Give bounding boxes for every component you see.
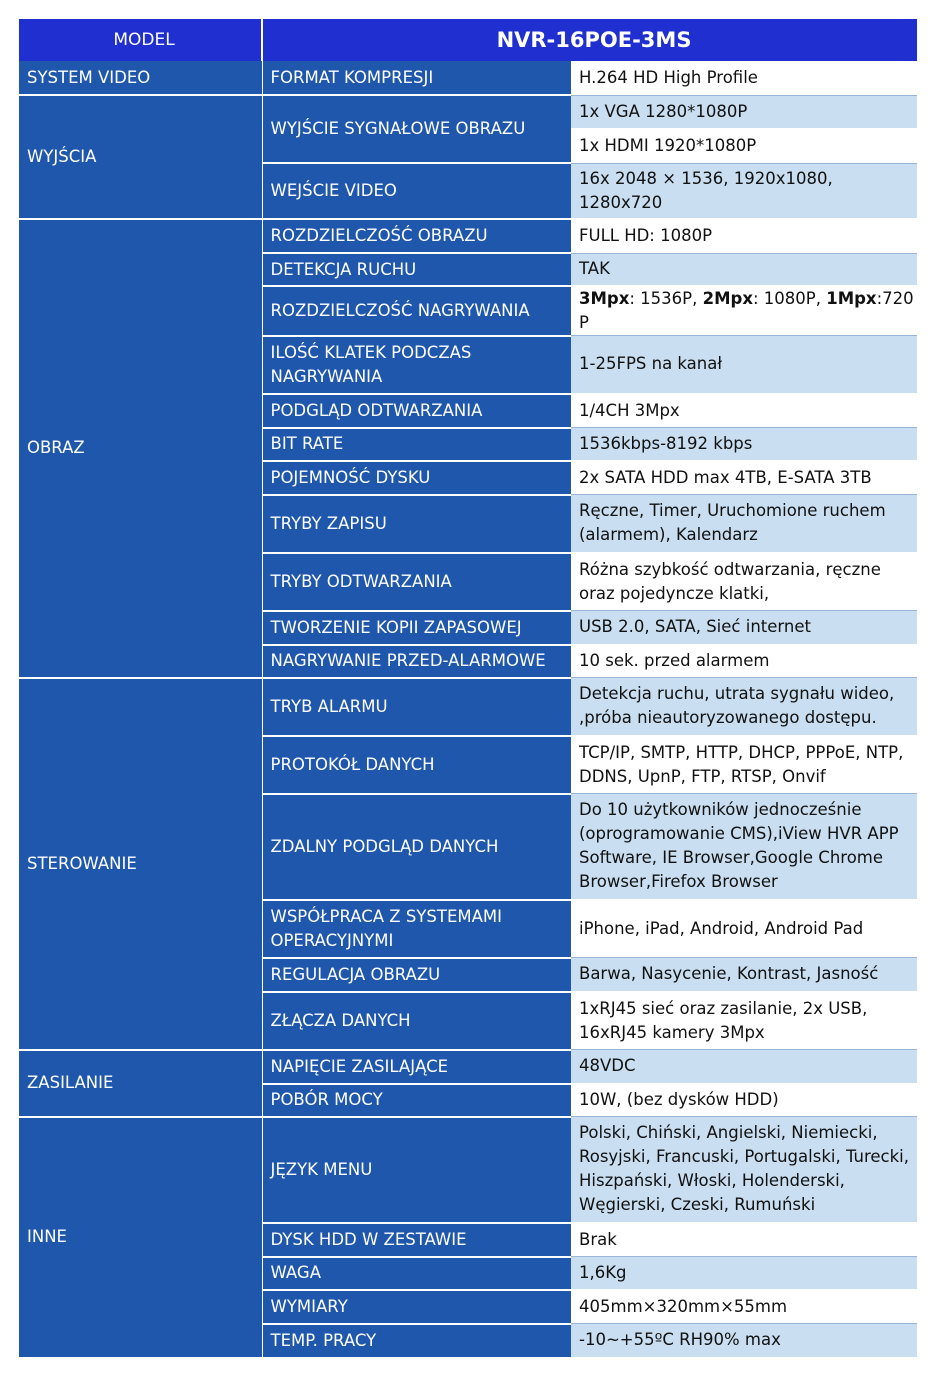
value-text-segment: :720 P: [579, 289, 914, 332]
table-row: [19, 61, 917, 95]
feature-cell: TRYB ALARMU: [262, 678, 571, 736]
table-row: [19, 219, 917, 253]
value-text-segment: : 1536P,: [629, 289, 703, 308]
value-cell: 10W, (bez dysków HDD): [571, 1084, 917, 1117]
value-cell: H.264 HD High Profile: [571, 61, 917, 95]
category-cell: SYSTEM VIDEO: [19, 61, 262, 95]
feature-cell: PROTOKÓŁ DANYCH: [262, 736, 571, 794]
value-cell: 1x HDMI 1920*1080P: [571, 129, 917, 163]
value-cell: 1,6Kg: [571, 1257, 917, 1290]
value-cell: 1x VGA 1280*1080P: [571, 95, 917, 129]
value-cell: USB 2.0, SATA, Sieć internet: [571, 611, 917, 645]
value-cell: 405mm×320mm×55mm: [571, 1290, 917, 1324]
feature-cell: POBÓR MOCY: [262, 1084, 571, 1117]
feature-cell: FORMAT KOMPRESJI: [262, 61, 571, 95]
category-cell: STEROWANIE: [19, 678, 262, 1050]
value-cell: 1536kbps-8192 kbps: [571, 428, 917, 461]
value-cell: Detekcja ruchu, utrata sygnału wideo, ,próba nieautoryzowanego dostępu.: [571, 678, 917, 736]
category-cell: ZASILANIE: [19, 1050, 262, 1117]
feature-cell: POJEMNOŚĆ DYSKU: [262, 461, 571, 495]
feature-cell: ROZDZIELCZOŚĆ NAGRYWANIA: [262, 286, 571, 336]
model-value: NVR-16POE-3MS: [262, 19, 917, 61]
value-cell: 1/4CH 3Mpx: [571, 394, 917, 428]
feature-cell: ROZDZIELCZOŚĆ OBRAZU: [262, 219, 571, 253]
category-cell: OBRAZ: [19, 219, 262, 678]
category-cell: INNE: [19, 1117, 262, 1358]
feature-cell: NAGRYWANIE PRZED-ALARMOWE: [262, 645, 571, 678]
feature-cell: NAPIĘCIE ZASILAJĄCE: [262, 1050, 571, 1084]
value-cell: TAK: [571, 253, 917, 286]
value-cell: Ręczne, Timer, Uruchomione ruchem (alarmem), Kalendarz: [571, 495, 917, 553]
model-label: MODEL: [19, 19, 262, 61]
feature-cell: BIT RATE: [262, 428, 571, 461]
value-bold-segment: 2Mpx: [702, 289, 753, 308]
table-row: [19, 678, 917, 736]
value-cell: iPhone, iPad, Android, Android Pad: [571, 900, 917, 958]
value-cell: 10 sek. przed alarmem: [571, 645, 917, 678]
value-cell: [571, 286, 917, 336]
value-cell: 16x 2048 × 1536, 1920x1080, 1280x720: [571, 163, 917, 219]
value-bold-segment: 1Mpx: [826, 289, 877, 308]
value-text-segment: : 1080P,: [752, 289, 827, 308]
value-bold-segment: 3Mpx: [579, 289, 630, 308]
table-header-row: [19, 19, 917, 61]
value-cell: TCP/IP, SMTP, HTTP, DHCP, PPPoE, NTP, DDNS, UpnP, FTP, RTSP, Onvif: [571, 736, 917, 794]
value-cell: -10~+55ºC RH90% max: [571, 1324, 917, 1358]
feature-cell: TRYBY ODTWARZANIA: [262, 553, 571, 611]
feature-cell: WAGA: [262, 1257, 571, 1290]
feature-cell: WYMIARY: [262, 1290, 571, 1324]
value-cell: 1xRJ45 sieć oraz zasilanie, 2x USB, 16xRJ45 kamery 3Mpx: [571, 992, 917, 1050]
feature-cell: WYJŚCIE SYGNAŁOWE OBRAZU: [262, 95, 571, 163]
feature-cell: TRYBY ZAPISU: [262, 495, 571, 553]
feature-cell: JĘZYK MENU: [262, 1117, 571, 1223]
feature-cell: WEJŚCIE VIDEO: [262, 163, 571, 219]
value-cell: Polski, Chiński, Angielski, Niemiecki, Rosyjski, Francuski, Portugalski, Turecki, Hiszpański, Włoski, Holenderski, Węgierski, Czeski, Rumuński: [571, 1117, 917, 1223]
spec-table-body: [19, 19, 917, 1358]
value-cell: FULL HD: 1080P: [571, 219, 917, 253]
value-cell: Barwa, Nasycenie, Kontrast, Jasność: [571, 958, 917, 992]
feature-cell: TWORZENIE KOPII ZAPASOWEJ: [262, 611, 571, 645]
value-cell: Do 10 użytkowników jednocześnie (oprogramowanie CMS),iView HVR APP Software, IE Browser,Google Chrome Browser,Firefox Browser: [571, 794, 917, 900]
feature-cell: TEMP. PRACY: [262, 1324, 571, 1358]
value-cell: Brak: [571, 1223, 917, 1257]
feature-cell: ZŁĄCZA DANYCH: [262, 992, 571, 1050]
feature-cell: ZDALNY PODGLĄD DANYCH: [262, 794, 571, 900]
feature-cell: REGULACJA OBRAZU: [262, 958, 571, 992]
value-cell: Różna szybkość odtwarzania, ręczne oraz pojedyncze klatki,: [571, 553, 917, 611]
value-cell: 48VDC: [571, 1050, 917, 1084]
feature-cell: PODGLĄD ODTWARZANIA: [262, 394, 571, 428]
feature-cell: WSPÓŁPRACA Z SYSTEMAMI OPERACYJNYMI: [262, 900, 571, 958]
category-cell: WYJŚCIA: [19, 95, 262, 219]
feature-cell: ILOŚĆ KLATEK PODCZAS NAGRYWANIA: [262, 336, 571, 394]
value-cell: 1-25FPS na kanał: [571, 336, 917, 394]
table-row: [19, 1050, 917, 1084]
table-row: [19, 1117, 917, 1223]
feature-cell: DYSK HDD W ZESTAWIE: [262, 1223, 571, 1257]
table-row: [19, 95, 917, 129]
spec-table: [19, 19, 917, 1359]
value-cell: 2x SATA HDD max 4TB, E-SATA 3TB: [571, 461, 917, 495]
feature-cell: DETEKCJA RUCHU: [262, 253, 571, 286]
